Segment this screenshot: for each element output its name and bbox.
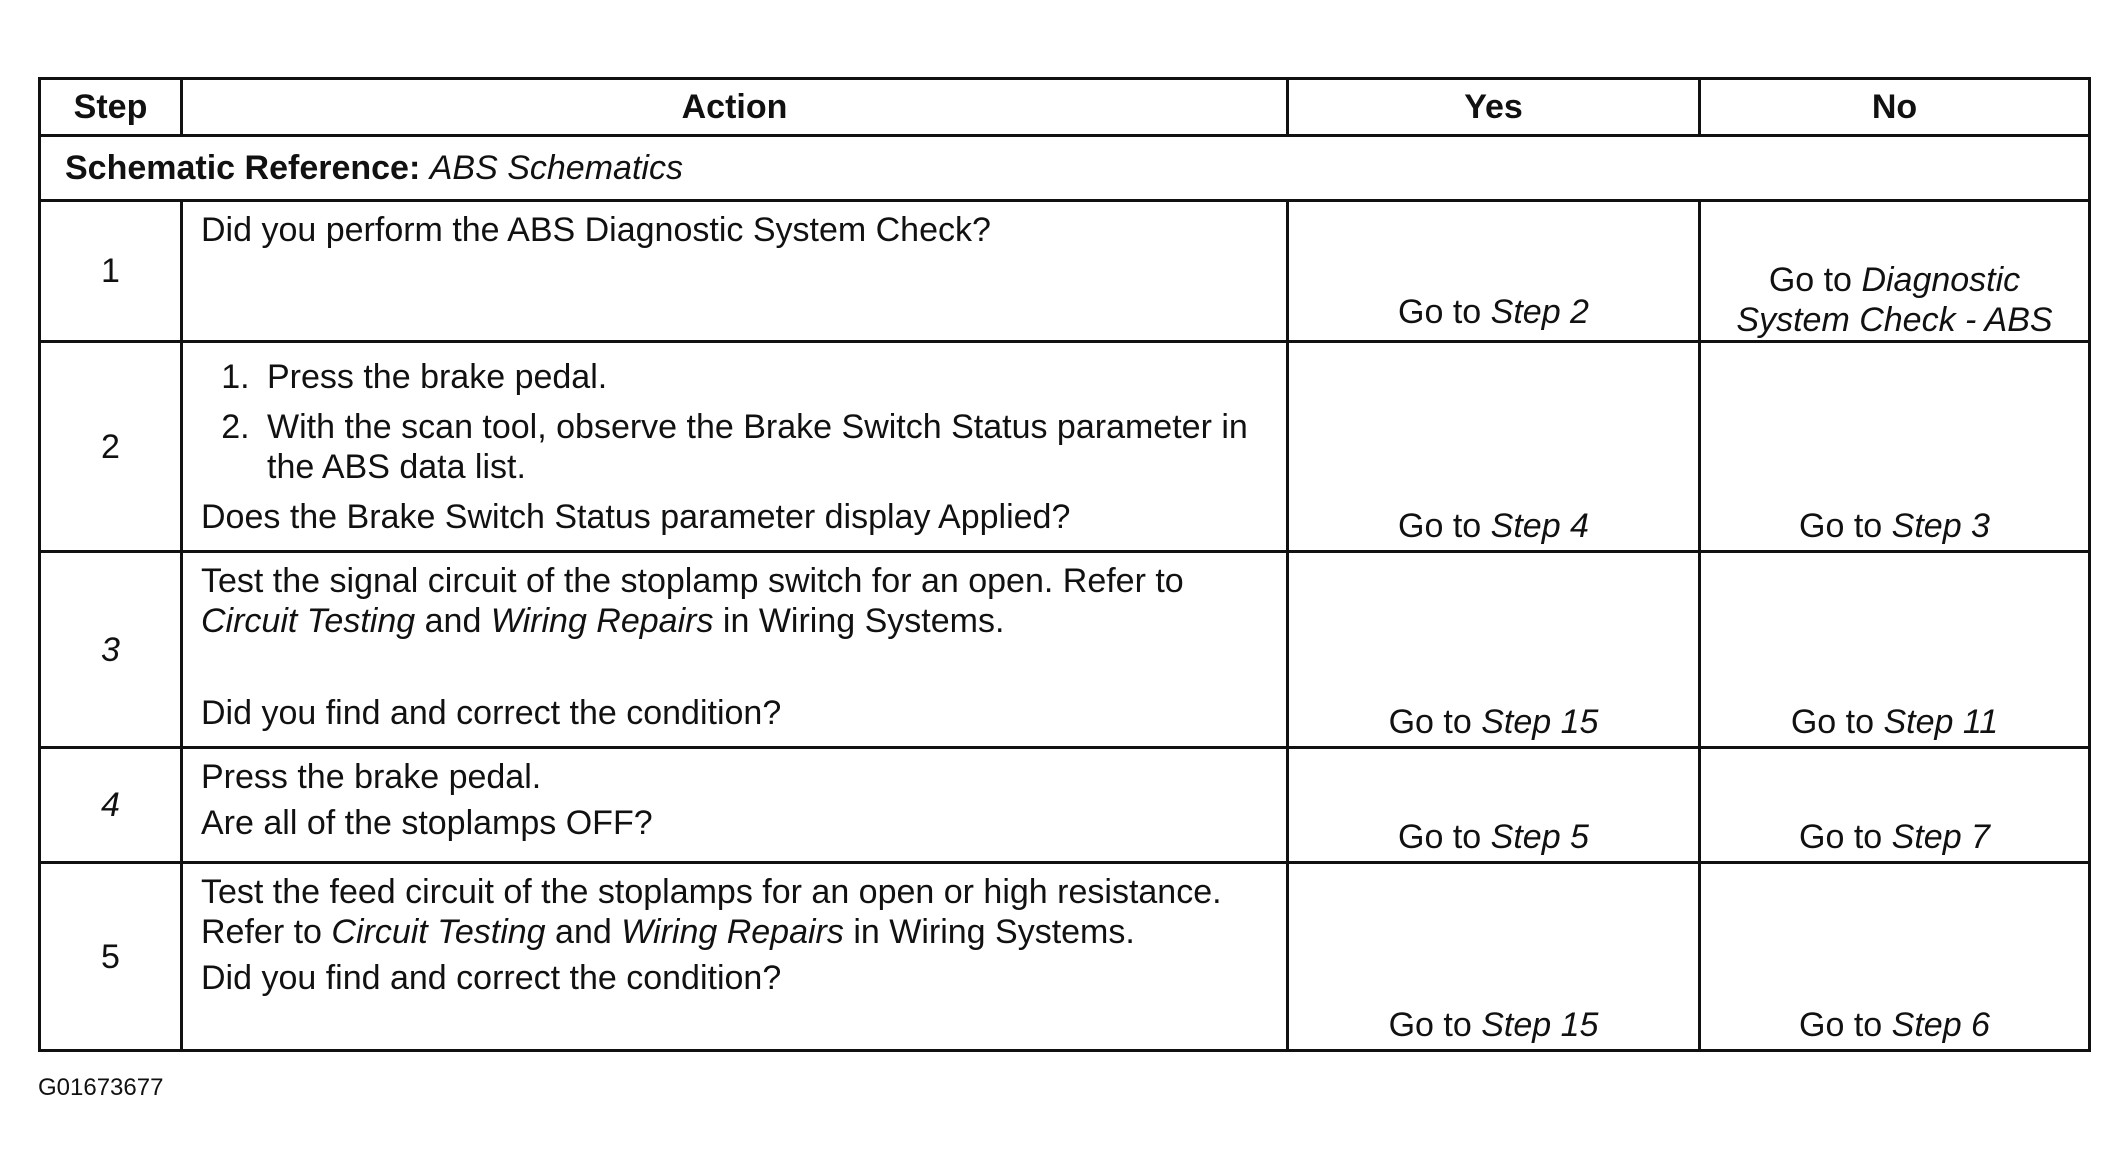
instruction-text: Test the feed circuit of the stoplamps for an open or high resistance. Refer to <box>201 873 1222 951</box>
in-text: in Wiring Systems. <box>853 913 1135 951</box>
wiring-repairs-link[interactable]: Wiring Repairs <box>490 602 714 640</box>
action-question: Did you find and correct the condition? <box>201 694 782 732</box>
yes-target-link[interactable]: Step 4 <box>1490 507 1589 545</box>
action-instruction <box>201 872 1266 952</box>
action-cell <box>182 748 1288 863</box>
action-question: Did you perform the ABS Diagnostic System Check? <box>201 211 991 249</box>
action-question: Are all of the stoplamps OFF? <box>201 804 653 842</box>
no-target-link[interactable]: Step 7 <box>1891 818 1990 856</box>
no-target-link[interactable]: Diagnostic <box>1861 261 2021 299</box>
schematic-reference-link[interactable]: ABS Schematics <box>429 149 683 187</box>
yes-cell <box>1288 342 1700 552</box>
action-cell <box>182 342 1288 552</box>
step-number: 1 <box>40 201 182 342</box>
in-text: in Wiring Systems. <box>722 602 1005 640</box>
circuit-testing-link[interactable]: Circuit Testing <box>201 602 416 640</box>
table-row <box>40 552 2090 748</box>
yes-target-link[interactable]: Step 5 <box>1490 818 1589 856</box>
go-to-label: Go to <box>1799 818 1883 856</box>
go-to-label: Go to <box>1398 507 1482 545</box>
go-to-label: Go to <box>1768 261 1852 299</box>
table-row <box>40 342 2090 552</box>
schematic-reference-row <box>40 136 2090 201</box>
no-cell <box>1700 863 2090 1051</box>
go-to-label: Go to <box>1799 1006 1883 1044</box>
substep-item: 2. With the scan tool, observe the Brake Switch Status parameter in the ABS data list. <box>259 407 1266 487</box>
action-question: Did you find and correct the condition? <box>201 959 782 997</box>
schematic-reference <box>40 136 2090 201</box>
step-number: 2 <box>40 342 182 552</box>
substep-item: 1. Press the brake pedal. <box>259 357 1266 397</box>
go-to-label: Go to <box>1388 1006 1472 1044</box>
yes-cell <box>1288 748 1700 863</box>
yes-cell <box>1288 201 1700 342</box>
go-to-label: Go to <box>1799 507 1883 545</box>
no-target-link[interactable]: Step 6 <box>1891 1006 1990 1044</box>
action-instruction <box>201 561 1266 641</box>
header-action: Action <box>182 79 1288 136</box>
no-target-link[interactable]: Step 3 <box>1891 507 1990 545</box>
table-row <box>40 748 2090 863</box>
no-cell <box>1700 201 2090 342</box>
wiring-repairs-link[interactable]: Wiring Repairs <box>621 913 844 951</box>
action-instruction: Press the brake pedal. <box>201 758 542 796</box>
step-number: 5 <box>40 863 182 1051</box>
header-step: Step <box>40 79 182 136</box>
go-to-label: Go to <box>1398 293 1482 331</box>
no-target-link[interactable]: Step 11 <box>1883 703 1999 741</box>
action-cell <box>182 201 1288 342</box>
header-no: No <box>1700 79 2090 136</box>
circuit-testing-link[interactable]: Circuit Testing <box>331 913 546 951</box>
action-question: Does the Brake Switch Status parameter display Applied? <box>201 498 1071 536</box>
yes-target-link[interactable]: Step 2 <box>1490 293 1589 331</box>
yes-cell <box>1288 552 1700 748</box>
diagnostic-table <box>38 77 2091 1052</box>
action-substeps <box>201 357 1266 487</box>
header-row <box>40 79 2090 136</box>
schematic-reference-label: Schematic Reference: <box>65 149 421 187</box>
go-to-label: Go to <box>1790 703 1875 741</box>
figure-id: G01673677 <box>38 1074 164 1101</box>
table-row <box>40 201 2090 342</box>
go-to-label: Go to <box>1398 818 1482 856</box>
go-to-label: Go to <box>1388 703 1472 741</box>
action-cell <box>182 863 1288 1051</box>
yes-cell <box>1288 863 1700 1051</box>
and-text: and <box>555 913 612 951</box>
no-target-link-continued[interactable]: System Check - ABS <box>1736 301 2053 339</box>
no-cell <box>1700 342 2090 552</box>
yes-target-link[interactable]: Step 15 <box>1481 1006 1599 1044</box>
action-cell <box>182 552 1288 748</box>
no-cell <box>1700 748 2090 863</box>
yes-target-link[interactable]: Step 15 <box>1481 703 1599 741</box>
no-cell <box>1700 552 2090 748</box>
step-number: 4 <box>40 748 182 863</box>
header-yes: Yes <box>1288 79 1700 136</box>
table-row <box>40 863 2090 1051</box>
instruction-text: Test the signal circuit of the stoplamp switch for an open. Refer to <box>201 562 1184 600</box>
step-number: 3 <box>40 552 182 748</box>
and-text: and <box>424 602 482 640</box>
